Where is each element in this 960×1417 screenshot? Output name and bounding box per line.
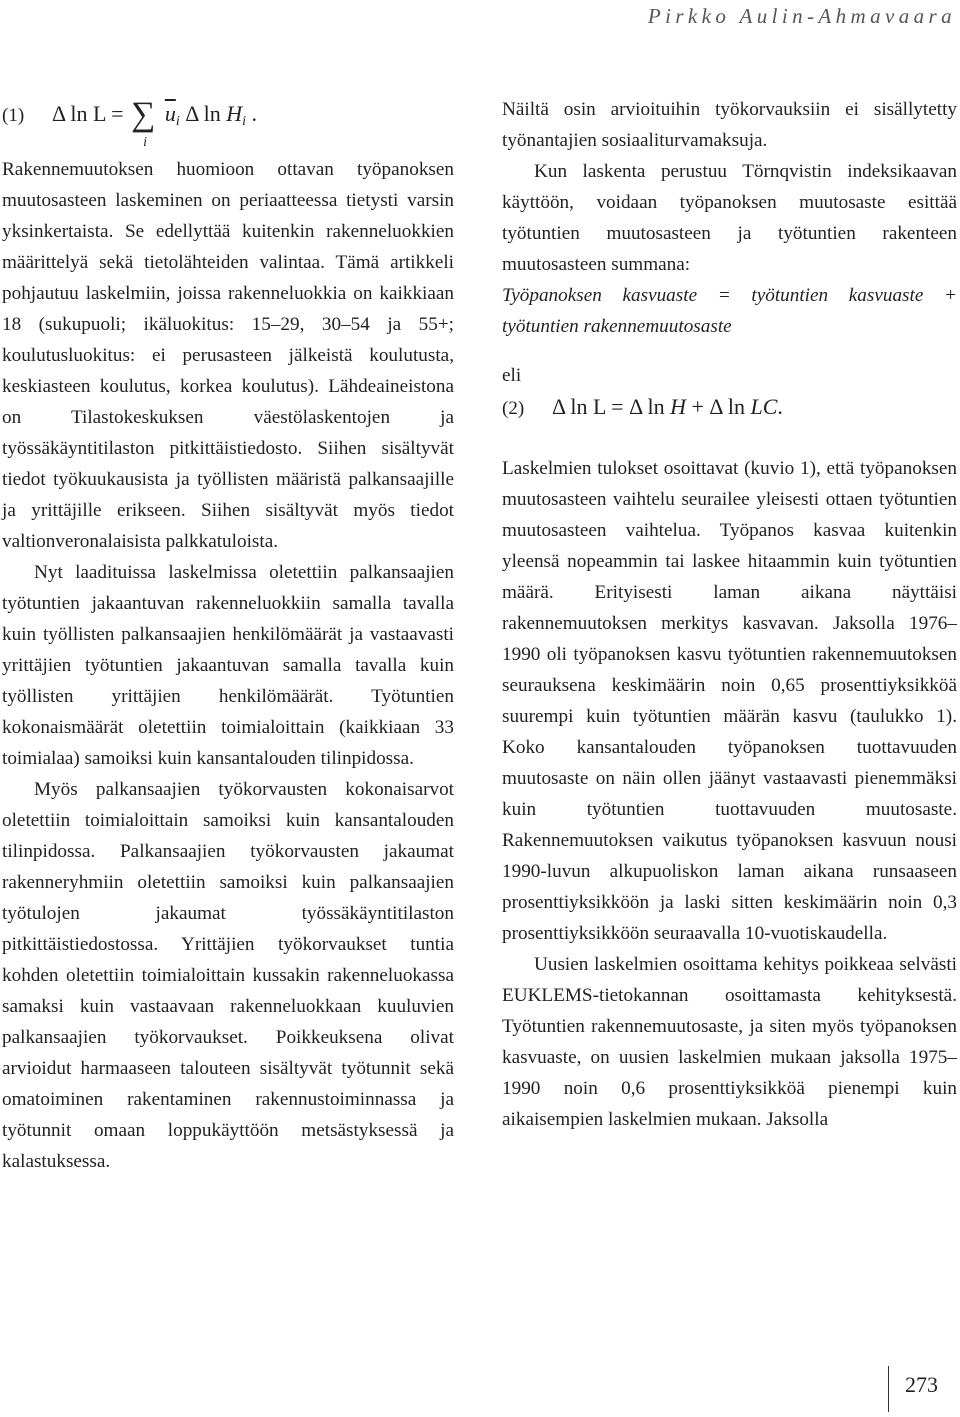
right-paragraph-2: Kun laskenta perustuu Törnqvistin indeksikaavan käyttöön, voidaan työpanoksen muutosaste esittää työtuntien muutosasteen ja työtuntien rakenteen muutosasteen summana: xyxy=(502,161,957,275)
equation-2-number: (2) xyxy=(502,398,525,419)
verbal-formula: Työpanoksen kasvuaste = työtuntien kasvuaste + työtuntien rakennemuutosaste xyxy=(502,285,957,337)
equation-1-formula xyxy=(52,94,258,150)
equation-1-number: (1) xyxy=(2,105,25,126)
equation-2-part-a: Δ ln L = Δ ln xyxy=(552,394,671,419)
right-paragraph-1: Näiltä osin arvioituihin työkorvauksiin ei sisällytetty työnantajien sosiaaliturvamaksuja. xyxy=(502,99,957,151)
left-paragraph-2: Nyt laadituissa laskelmissa oletettiin palkansaajien työtuntien jakaantuvan rakenneluokkiin samalla tavalla kuin työllisten palkansaajien henkilömäärät ja vastaavasti yrittäjien työtuntien jakaantuvan samalla tavalla kuin työllisten yrittäjien henkilömäärät. Työtuntien kokonaismäärät oletettiin toimialoittain (kaikkiaan 33 toimialaa) samoiksi kuin kansantalouden tilinpidossa. xyxy=(2,562,454,769)
equation-1-u: $\overline{u}$ xyxy=(164,101,176,126)
left-column xyxy=(2,94,454,1177)
sigma-index: i xyxy=(143,135,147,150)
equation-2-end: . xyxy=(777,394,783,419)
equation-1-lhs: Δ ln L = xyxy=(52,101,124,126)
equation-1-u-sub: i xyxy=(175,114,180,129)
equation-1-end: . xyxy=(251,101,258,126)
equation-1-h: H xyxy=(226,101,243,126)
running-header-author: Pirkko Aulin-Ahmavaara xyxy=(647,4,956,28)
eli-word: eli xyxy=(502,365,522,386)
equation-1-sum xyxy=(131,94,156,150)
sigma-symbol: ∑ xyxy=(131,96,156,133)
left-paragraph-3: Myös palkansaajien työkorvausten kokonaisarvot oletettiin toimialoittain samoiksi kuin kansantalouden tilinpidossa. Palkansaajien työkorvausten jakaumat rakenneryhmiin oletettiin samoiksi kuin palkansaajien työtulojen jakaumat työssäkäyntitilaston pitkittäistiedostossa. Yrittäjien työkorvaukset tuntia kohden oletettiin toimialoittain kussakin rakenneluokassa samaksi kuin vastaavaan rakenneluokkaan kuuluvien palkansaajien työkorvaukset. Poikkeuksena olivat arvioidut harmaaseen talouteen sisältyvät työtunnit sekä omatoiminen rakentaminen rakennustoiminnassa ja työtunnit omaan loppukäyttöön metsästyksessä ja kalastuksessa. xyxy=(2,779,454,1172)
right-paragraph-3: Laskelmien tulokset osoittavat (kuvio 1), että työpanoksen muutosasteen vaihtelu seurailee yleisesti ottaen työtuntien muutosasteen vaihtelua. Työpanos kasvaa kuitenkin yleensä nopeammin tai laskee hitaammin kuin työtuntien määrä. Erityisesti laman aikana näyttäisi rakennemuutoksen merkitys kasvavan. Jaksolla 1976–1990 oli työpanoksen kasvu työtuntien rakennemuutoksen seurauksena keskimäärin noin 0,65 prosenttiyksikköä suurempi kuin työtuntien määrän kasvu (taulukko 1). Koko kansantalouden työpanoksen tuottavuuden muutosaste on näin ollen jäänyt vastaavasti pienemmäksi kuin työtuntien tuottavuuden muutosaste. Rakennemuutoksen vaikutus työpanoksen kasvuun nousi 1990-luvun alkupuoliskon laman aikana runsaaseen prosenttiyksikköön ja laski sitten keskimäärin noin 0,3 prosenttiyksikköön seuraavalla 10-vuotiskaudella. xyxy=(502,458,957,944)
equation-2-formula xyxy=(552,391,783,422)
equation-2-lc: LC xyxy=(750,394,778,419)
equation-1 xyxy=(2,94,454,154)
page-number: 273 xyxy=(905,1372,938,1397)
right-paragraph-4: Uusien laskelmien osoittama kehitys poikkeaa selvästi EUKLEMS-tietokannan osoittamasta kehityksestä. Työtuntien rakennemuutosaste, ja siten myös työpanoksen kasvuaste, on uusien laskelmien mukaan jaksolla 1975–1990 noin 0,6 prosenttiyksikköä pienempi kuin aikaisempien laskelmien mukaan. Jaksolla xyxy=(502,954,957,1130)
equation-1-mid: Δ ln xyxy=(185,101,227,126)
equation-2 xyxy=(502,391,957,435)
footer-divider xyxy=(888,1366,889,1412)
right-column xyxy=(502,94,957,1135)
equation-2-h: H xyxy=(670,394,687,419)
equation-2-part-b: + Δ ln xyxy=(686,394,751,419)
left-paragraph-1: Rakennemuutoksen huomioon ottavan työpanoksen muutosasteen laskeminen on periaatteessa tietysti varsin yksinkertaista. Se edellyttää kuitenkin rakenneluokkien määrittelyä sekä tietolähteiden valintaa. Tämä artikkeli pohjautuu laskelmiin, joissa rakenneluokkia on kaikkiaan 18 (sukupuoli; ikäluokitus: 15–29, 30–54 ja 55+; koulutusluokitus: ei perusasteen jälkeistä koulutusta, keskiasteen koulutus, korkea koulutus). Lähdeaineistona on Tilastokeskuksen väestölaskentojen ja työssäkäyntitilaston pitkittäistiedosto. Siihen sisältyvät tiedot työkuukausista ja työllisten määristä palkansaajille ja yrittäjille erikseen. Siihen sisältyvät myös tiedot valtionveronalaisista palkkatuloista. xyxy=(2,159,454,552)
equation-1-h-sub: i xyxy=(242,114,247,129)
